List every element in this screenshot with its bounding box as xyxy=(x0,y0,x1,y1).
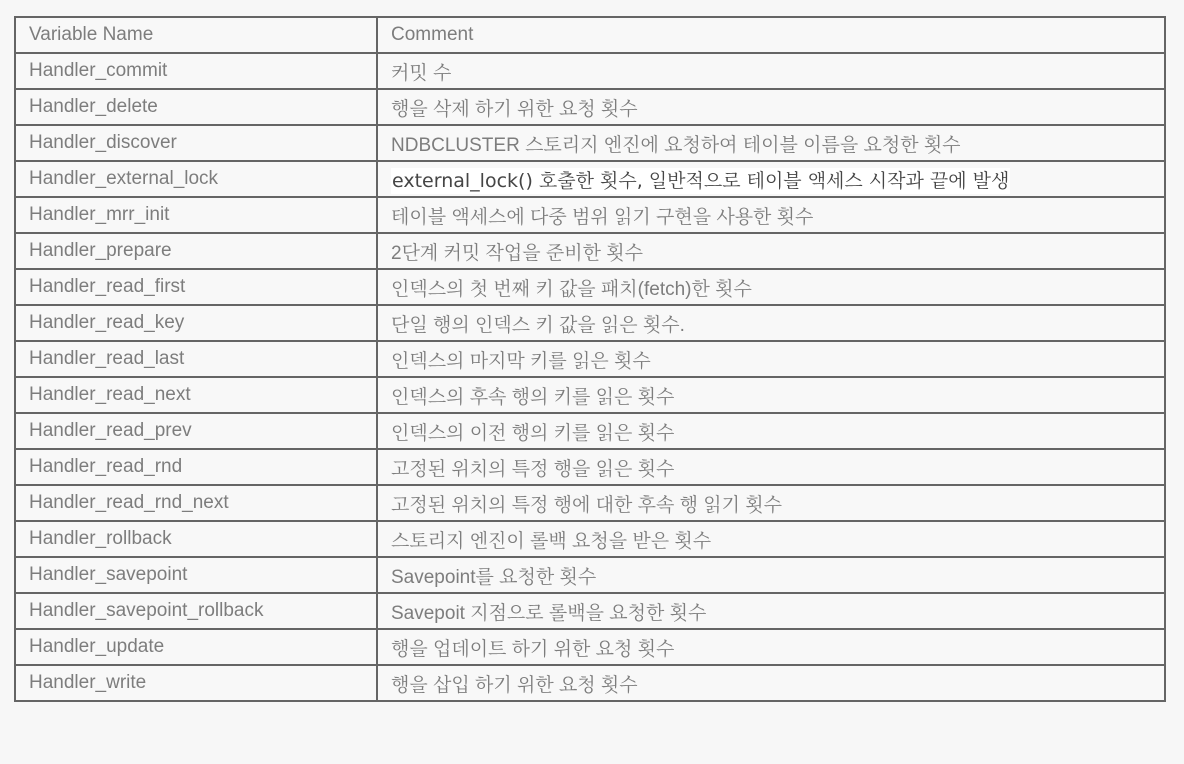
variable-name-cell: Handler_rollback xyxy=(15,521,377,557)
comment-cell xyxy=(377,305,1165,341)
variable-name-cell: Handler_read_first xyxy=(15,269,377,305)
comment-cell xyxy=(377,197,1165,233)
column-header-comment: Comment xyxy=(377,17,1165,53)
comment-text: 2단계 커밋 작업을 준비한 횟수 xyxy=(391,242,643,264)
variable-name-cell: Handler_write xyxy=(15,665,377,701)
table-row xyxy=(15,197,1165,233)
comment-text: 고정된 위치의 특정 행에 대한 후속 행 읽기 횟수 xyxy=(391,494,782,516)
variable-name-cell: Handler_discover xyxy=(15,125,377,161)
header-row xyxy=(15,17,1165,53)
table-row xyxy=(15,557,1165,593)
variable-name-cell: Handler_delete xyxy=(15,89,377,125)
table-header xyxy=(15,17,1165,53)
comment-text: 인덱스의 첫 번째 키 값을 패치(fetch)한 횟수 xyxy=(391,278,752,300)
variable-name-cell: Handler_read_prev xyxy=(15,413,377,449)
variable-name-cell: Handler_read_key xyxy=(15,305,377,341)
variable-name-cell: Handler_savepoint_rollback xyxy=(15,593,377,629)
comment-cell xyxy=(377,377,1165,413)
comment-text: 커밋 수 xyxy=(391,62,452,84)
variable-name-cell: Handler_read_rnd xyxy=(15,449,377,485)
table-row xyxy=(15,485,1165,521)
table-row xyxy=(15,125,1165,161)
comment-text: 행을 삽입 하기 위한 요청 횟수 xyxy=(391,674,638,696)
variable-name-cell: Handler_prepare xyxy=(15,233,377,269)
variable-name-cell: Handler_commit xyxy=(15,53,377,89)
variable-name-cell: Handler_mrr_init xyxy=(15,197,377,233)
variable-name-cell: Handler_update xyxy=(15,629,377,665)
variable-name-cell: Handler_read_last xyxy=(15,341,377,377)
comment-cell xyxy=(377,161,1165,197)
comment-cell xyxy=(377,521,1165,557)
table-row xyxy=(15,161,1165,197)
comment-cell xyxy=(377,557,1165,593)
comment-cell xyxy=(377,485,1165,521)
table-row xyxy=(15,89,1165,125)
comment-text: Savepoint를 요청한 횟수 xyxy=(391,566,597,588)
table-row xyxy=(15,521,1165,557)
table-row xyxy=(15,629,1165,665)
variable-name-cell: Handler_savepoint xyxy=(15,557,377,593)
comment-cell xyxy=(377,269,1165,305)
comment-text: 고정된 위치의 특정 행을 읽은 횟수 xyxy=(391,458,675,480)
table-row xyxy=(15,233,1165,269)
table-row xyxy=(15,413,1165,449)
table-row xyxy=(15,449,1165,485)
table-row xyxy=(15,269,1165,305)
comment-cell xyxy=(377,125,1165,161)
table-row xyxy=(15,53,1165,89)
comment-text: Savepoit 지점으로 롤백을 요청한 횟수 xyxy=(391,602,707,624)
comment-cell xyxy=(377,89,1165,125)
comment-text: 인덱스의 마지막 키를 읽은 횟수 xyxy=(391,350,651,372)
comment-text: 테이블 액세스에 다중 범위 읽기 구현을 사용한 횟수 xyxy=(391,206,814,228)
variable-name-cell: Handler_read_rnd_next xyxy=(15,485,377,521)
comment-text: 행을 업데이트 하기 위한 요청 횟수 xyxy=(391,638,675,660)
comment-cell xyxy=(377,665,1165,701)
table-row xyxy=(15,341,1165,377)
comment-cell xyxy=(377,341,1165,377)
comment-cell xyxy=(377,449,1165,485)
table-body xyxy=(15,53,1165,701)
comment-cell xyxy=(377,233,1165,269)
variable-name-cell: Handler_external_lock xyxy=(15,161,377,197)
comment-cell xyxy=(377,413,1165,449)
comment-text: external_lock() 호출한 횟수, 일반적으로 테이블 액세스 시작과 끝에 발생 xyxy=(392,169,1010,192)
comment-text: 행을 삭제 하기 위한 요청 횟수 xyxy=(391,98,638,120)
comment-cell xyxy=(377,629,1165,665)
comment-text: 인덱스의 후속 행의 키를 읽은 횟수 xyxy=(391,386,675,408)
comment-text: 인덱스의 이전 행의 키를 읽은 횟수 xyxy=(391,422,675,444)
table-row xyxy=(15,305,1165,341)
column-header-variable-name: Variable Name xyxy=(15,17,377,53)
comment-text: 스토리지 엔진이 롤백 요청을 받은 횟수 xyxy=(391,530,712,552)
comment-text: 단일 행의 인덱스 키 값을 읽은 횟수. xyxy=(391,314,685,336)
comment-cell xyxy=(377,593,1165,629)
status-variables-table xyxy=(14,16,1166,702)
table-row xyxy=(15,665,1165,701)
comment-cell xyxy=(377,53,1165,89)
table-row xyxy=(15,593,1165,629)
variable-name-cell: Handler_read_next xyxy=(15,377,377,413)
table-row xyxy=(15,377,1165,413)
comment-text: NDBCLUSTER 스토리지 엔진에 요청하여 테이블 이름을 요청한 횟수 xyxy=(391,134,961,156)
